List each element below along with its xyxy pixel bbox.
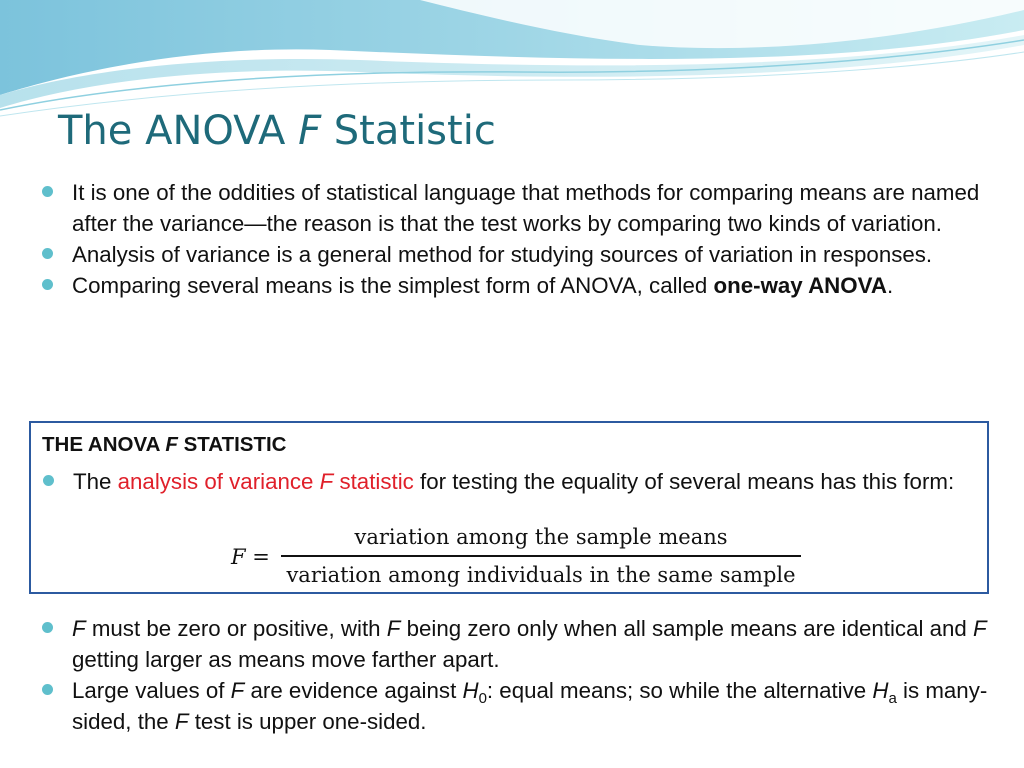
intro-bullet-list <box>42 177 1002 301</box>
formula-denominator: variation among individuals in the same sample <box>286 563 796 587</box>
formula-lhs: F = <box>231 545 270 569</box>
formula-numerator: variation among the sample means <box>354 525 728 549</box>
list-item: Comparing several means is the simplest form of ANOVA, called one-way ANOVA. <box>42 270 1002 301</box>
list-item: The analysis of variance F statistic for testing the equality of several means has this form: <box>43 466 983 497</box>
formula-fraction <box>281 521 801 593</box>
f-statistic-formula <box>231 521 811 591</box>
fraction-bar <box>281 555 801 557</box>
header-wave-decoration <box>0 0 1024 120</box>
list-item: It is one of the oddities of statistical language that methods for comparing means are named after the variance—the reason is that the test works by comparing two kinds of variation. <box>42 177 1002 239</box>
list-item: Analysis of variance is a general method for studying sources of variation in responses. <box>42 239 1002 270</box>
list-item: Large values of F are evidence against $H_0$: equal means; so while the alternative $H_a$ is many-sided, the F test is upper one-sided. <box>42 675 1002 737</box>
definition-bullet-list <box>43 466 983 497</box>
page-title: The ANOVA F Statistic <box>58 108 496 154</box>
definition-box <box>29 421 989 594</box>
properties-bullet-list <box>42 613 1002 737</box>
highlighted-term: analysis of variance F statistic <box>117 469 414 494</box>
definition-heading: THE ANOVA F STATISTIC <box>42 433 287 456</box>
list-item: F must be zero or positive, with F being zero only when all sample means are identical and F getting larger as means move farther apart. <box>42 613 1002 675</box>
